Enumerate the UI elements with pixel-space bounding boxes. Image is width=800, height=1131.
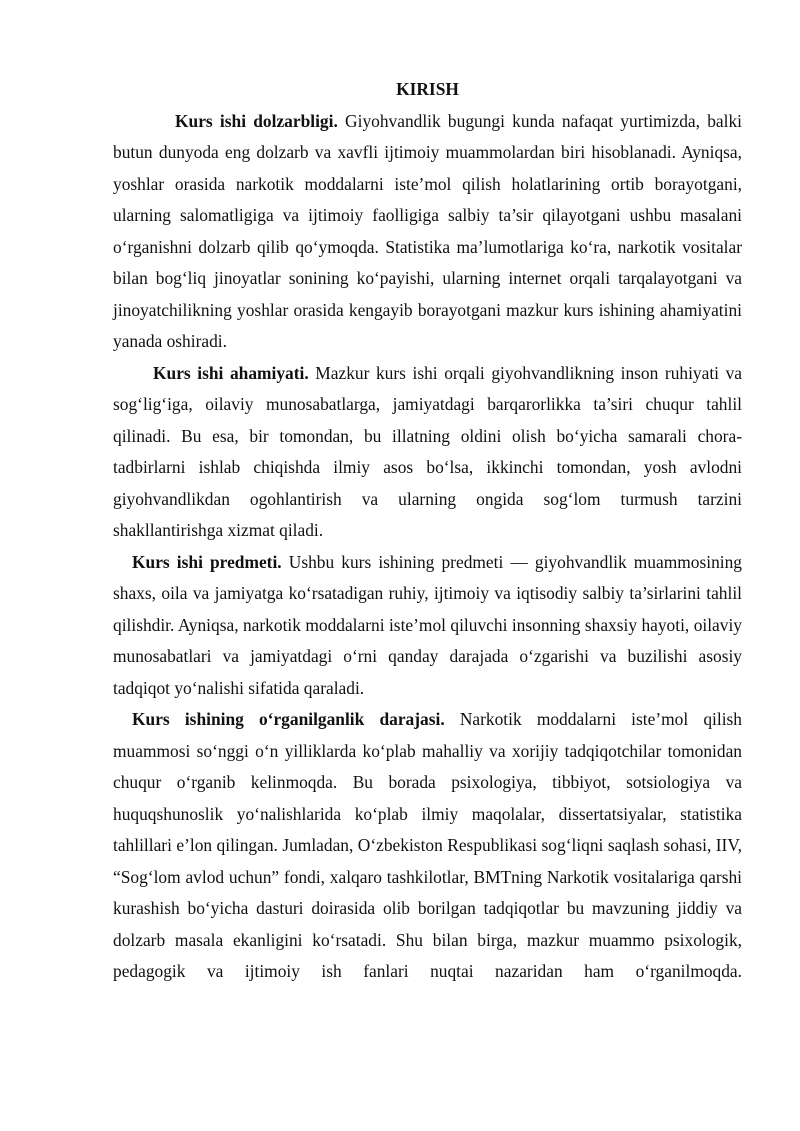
paragraph-subject bbox=[113, 547, 742, 705]
paragraph-heading-subject: Kurs ishi predmeti. bbox=[132, 551, 282, 572]
paragraph-text-study-level: Narkotik moddalarni iste’mol qilish muammosi so‘nggi o‘n yilliklarda ko‘plab mahalliy va xorijiy tadqiqotchilar tomonidan chuqur o‘rganib kelinmoqda. Bu borada psixologiya, tibbiyot, sotsiologiya va huquqshunoslik yo‘nalishlarida ko‘plab ilmiy maqolalar, dissertatsiyalar, statistika tahlillari e’lon qilingan. Jumladan, O‘zbekiston Respublikasi sog‘liqni saqlash sohasi, IIV, “Sog‘lom avlod uchun” fondi, xalqaro tashkilotlar, BMTning Narkotik vositalariga qarshi kurashish bo‘yicha dasturi doirasida olib borilgan tadqiqotlar bu mavzuning jiddiy va dolzarb masala ekanligini ko‘rsatadi. Shu bilan birga, mazkur muammo psixologik, pedagogik va ijtimoiy ish fanlari nuqtai nazaridan ham o‘rganilmoqda. bbox=[113, 709, 742, 981]
paragraph-text-relevance: Giyohvandlik bugungi kunda nafaqat yurtimizda, balki butun dunyoda eng dolzarb va xavfli ijtimoiy muammolardan biri hisoblanadi. Ayniqsa, yoshlar orasida narkotik moddalarni iste’mol qilish holatlarining ortib borayotgani, ularning salomatligiga va ijtimoiy faolligiga salbiy ta’sir qilayotgani ushbu masalani o‘rganishni dolzarb qilib qo‘ymoqda. Statistika ma’lumotlariga ko‘ra, narkotik vositalar bilan bog‘liq jinoyatlar sonining ko‘payishi, ularning internet orqali tarqalayotgani va jinoyatchilikning yoshlar orasida kengayib borayotgani mazkur kurs ishining ahamiyatini yanada oshiradi. bbox=[113, 110, 743, 351]
page-title: KIRISH bbox=[396, 79, 459, 99]
paragraph-heading-study-level: Kurs ishining o‘rganilganlik darajasi. bbox=[132, 709, 445, 729]
paragraph-relevance bbox=[113, 106, 742, 358]
paragraph-study-level bbox=[113, 704, 742, 988]
paragraph-heading-relevance: Kurs ishi dolzarbligi. bbox=[175, 110, 338, 131]
paragraph-importance bbox=[113, 358, 742, 547]
paragraph-heading-importance: Kurs ishi ahamiyati. bbox=[153, 362, 309, 383]
paragraph-text-importance: Mazkur kurs ishi orqali giyohvandlikning inson ruhiyati va sog‘lig‘iga, oilaviy munosabatlarga, jamiyatdagi barqarorlikka ta’siri chuqur tahlil qilinadi. Bu esa, bir tomondan, bu illatning oldini olish bo‘yicha samarali chora-tadbirlarni ishlab chiqishda ilmiy asos bo‘lsa, ikkinchi tomondan, yosh avlodni giyohvandlikdan ogohlantirish va ularning ongida sog‘lom turmush tarzini shakllantirishga xizmat qiladi. bbox=[113, 362, 742, 540]
document-page bbox=[113, 74, 742, 988]
paragraph-text-subject: Ushbu kurs ishining predmeti — giyohvandlik muammosining shaxs, oila va jamiyatga ko‘rsatadigan ruhiy, ijtimoiy va iqtisodiy salbiy ta’sirlarini tahlil qilishdir. Ayniqsa, narkotik moddalarni iste’mol qiluvchi insonning shaxsiy hayoti, oilaviy munosabatlari va jamiyatdagi o‘rni qanday darajada o‘zgarishi va buzilishi asosiy tadqiqot yo‘nalishi sifatida qaraladi. bbox=[113, 551, 742, 698]
